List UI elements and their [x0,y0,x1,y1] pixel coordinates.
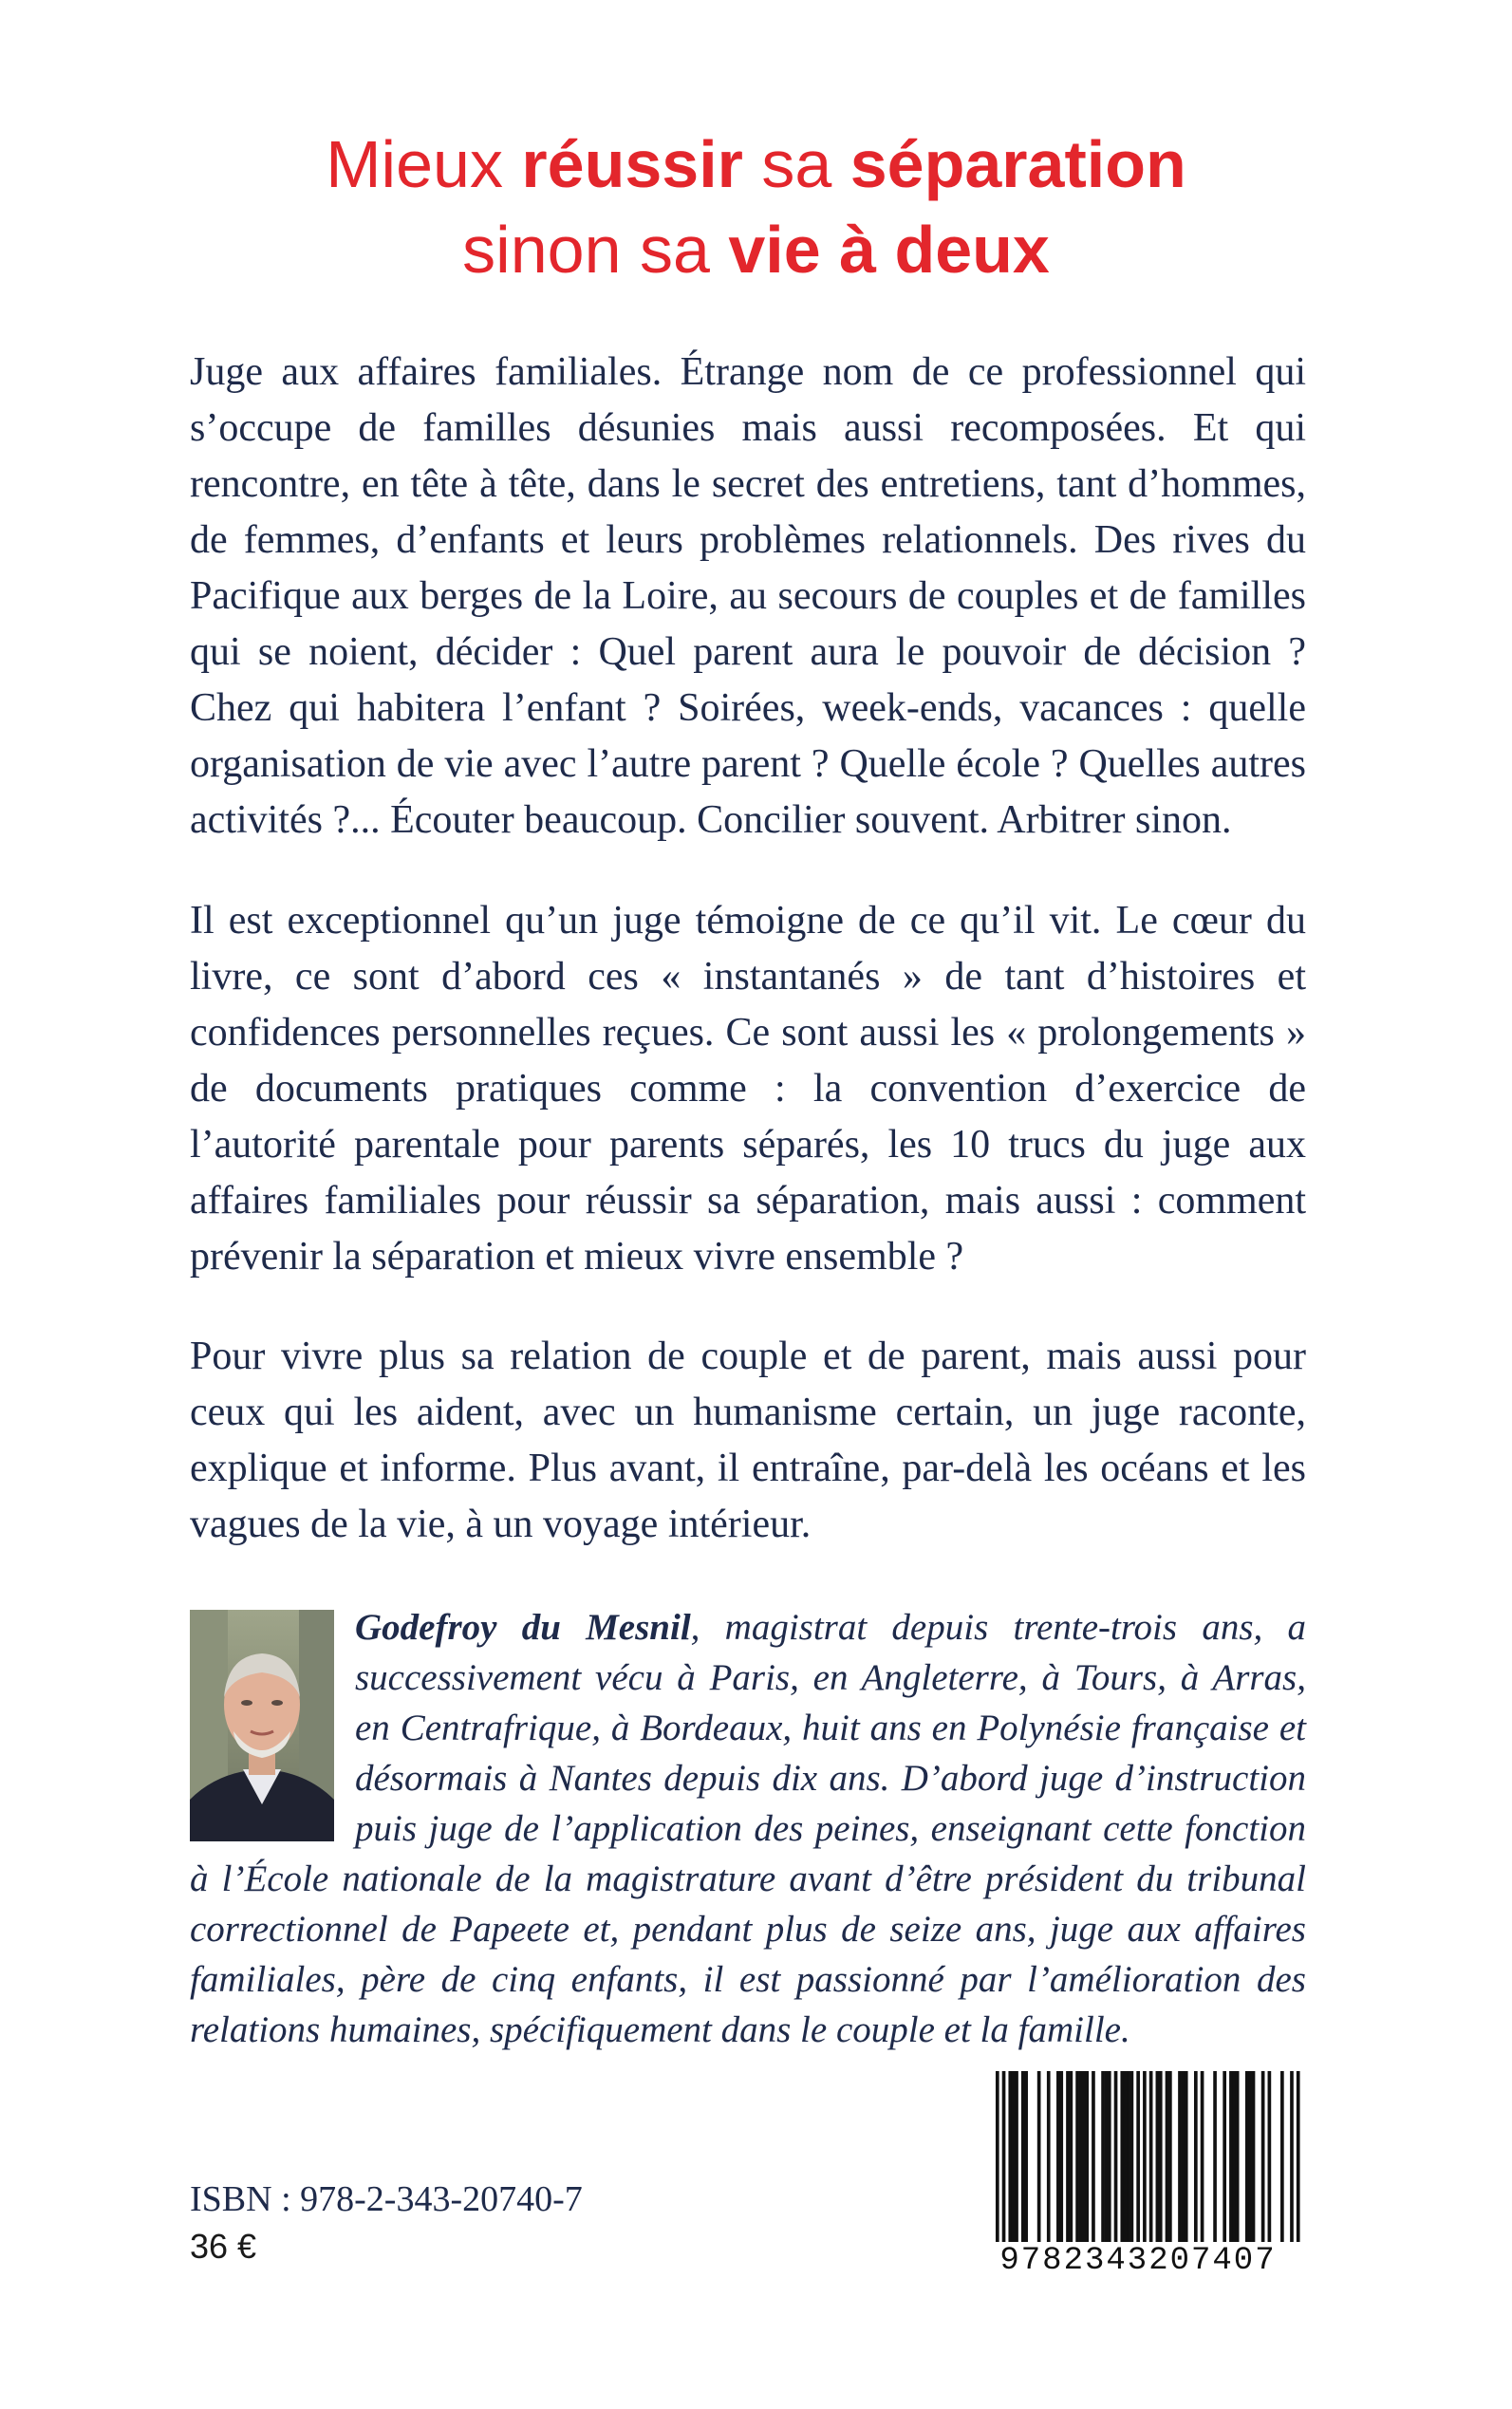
barcode-bar [1021,2071,1025,2242]
barcode-bar [1120,2071,1124,2242]
blurb-paragraph-3: Pour vivre plus sa relation de couple et de parent, mais aussi pour ceux qui les aident, avec un humanisme certain, un juge raconte, explique et informe. Plus avant, il entraîne, par-delà les océans et les vagues de la vie, à un voyage intérieur. [190,1335,1306,1546]
barcode-bar [1127,2071,1130,2242]
title-segment: réussir [521,127,743,201]
title-segment: sa [742,127,850,201]
barcode-bar [1229,2071,1233,2242]
barcode-bar [1059,2071,1063,2242]
barcode-bar [1236,2071,1240,2242]
barcode-bar [1070,2071,1073,2242]
barcode-bar [1101,2071,1105,2242]
barcode-bar [1168,2071,1172,2242]
barcode-bar [1143,2071,1147,2261]
barcode-bar [1248,2071,1252,2242]
author-bio-text: , magistrat depuis trente-trois ans, a successivement vécu à Paris, en Angleterre, à Tours, à Arras, en Centrafrique, à Bordeaux, huit ans en Polynésie française et désormais à Nantes depuis dix ans. D’abord juge d’instruction puis juge de l’application des peines, enseignant cette fonction à l’École nationale de la magistrature avant d’être président du tribunal correctionnel de Papeete et, pendant plus de seize ans, juge aux affaires familiales, père de cinq enfants, il est passionné par l’amélioration des relations humaines, spécifiquement dans le couple et la famille. [190,1607,1306,2050]
author-bio [190,1602,1306,2055]
barcode-bar [1201,2071,1204,2242]
barcode-bar [1082,2071,1086,2242]
barcode-bar [1182,2071,1185,2242]
barcode-bar [1159,2071,1163,2242]
barcode-bar [1015,2071,1018,2242]
barcode-bar [1213,2071,1217,2242]
barcode-bar [1268,2071,1272,2242]
barcode-bar [996,2071,999,2261]
barcode-bar [1149,2071,1153,2261]
barcode-bar [1223,2071,1226,2242]
title-segment: Mieux [326,127,522,201]
barcode-bar [1085,2071,1089,2242]
barcode-bar [1194,2071,1198,2242]
barcode-bar [1185,2071,1188,2242]
barcode-bar [1297,2071,1300,2261]
barcode-bar [1114,2071,1118,2242]
barcode-bar [1056,2071,1060,2242]
title-segment: vie à deux [728,213,1050,287]
barcode-bar [1280,2071,1284,2242]
barcode-bar [1008,2071,1012,2242]
barcode-bar [1012,2071,1016,2242]
author-photo [190,1610,334,1841]
barcode-bar [1002,2071,1006,2261]
barcode-bar [1166,2071,1169,2242]
barcode-bar [1047,2071,1051,2242]
barcode-bar [1178,2071,1182,2242]
cover-title [0,121,1512,292]
barcode-bar [1092,2071,1095,2242]
barcode-bar [1066,2071,1070,2242]
author-name: Godefroy du Mesnil [355,1607,691,1648]
barcode-bar [1290,2071,1294,2261]
blurb-paragraph-2: Il est exceptionnel qu’un juge témoigne de ce qu’il vit. Le cœur du livre, ce sont d’abord ces « instantanés » de tant d’histoires et confidences personnelles reçues. Ce sont aussi les « prolongements » de documents pratiques comme : la convention d’exercice de l’autorité parentale pour parents séparés, les 10 trucs du juge aux affaires familiales pour réussir sa séparation, mais aussi : comment prévenir la séparation et mieux vivre ensemble ? [190,899,1306,1279]
price-label: 36 € [190,2227,257,2266]
barcode-bar [1156,2071,1160,2242]
barcode-bar [1124,2071,1128,2242]
barcode-bar [1079,2071,1083,2242]
barcode-number: 9782343207407 [970,2242,1306,2280]
barcode-bar [1075,2071,1079,2242]
barcode-bar [1136,2071,1140,2242]
barcode-bar [1037,2071,1041,2242]
barcode-bar [1252,2071,1256,2242]
title-line-1 [0,121,1512,207]
title-segment: sinon sa [462,213,729,287]
barcode-bar [1108,2071,1111,2242]
barcode-bar [1105,2071,1109,2242]
barcode-bar [1245,2071,1249,2242]
title-line-2 [0,207,1512,292]
isbn-label: ISBN : 978-2-343-20740-7 [190,2179,583,2219]
barcode-bar [1261,2071,1265,2242]
barcode-bar [1232,2071,1236,2242]
barcode-bar [1024,2071,1028,2242]
blurb-paragraph-1: Juge aux affaires familiales. Étrange nom de ce professionnel qui s’occupe de familles désunies mais aussi recomposées. Et qui rencontre, en tête à tête, dans le secret des entretiens, tant d’hommes, de femmes, d’enfants et leurs problèmes relationnels. Des rives du Pacifique aux berges de la Loire, au secours de couples et de familles qui se noient, décider : Quel parent aura le pouvoir de décision ? Chez qui habitera l’enfant ? Soirées, week-ends, vacances : quelle organisation de vie avec l’autre parent ? Quelle école ? Quelles autres activités ?... Écouter beaucoup. Concilier souvent. Arbitrer sinon. [190,350,1306,842]
title-segment: séparation [849,127,1186,201]
barcode-bar [1130,2071,1134,2242]
